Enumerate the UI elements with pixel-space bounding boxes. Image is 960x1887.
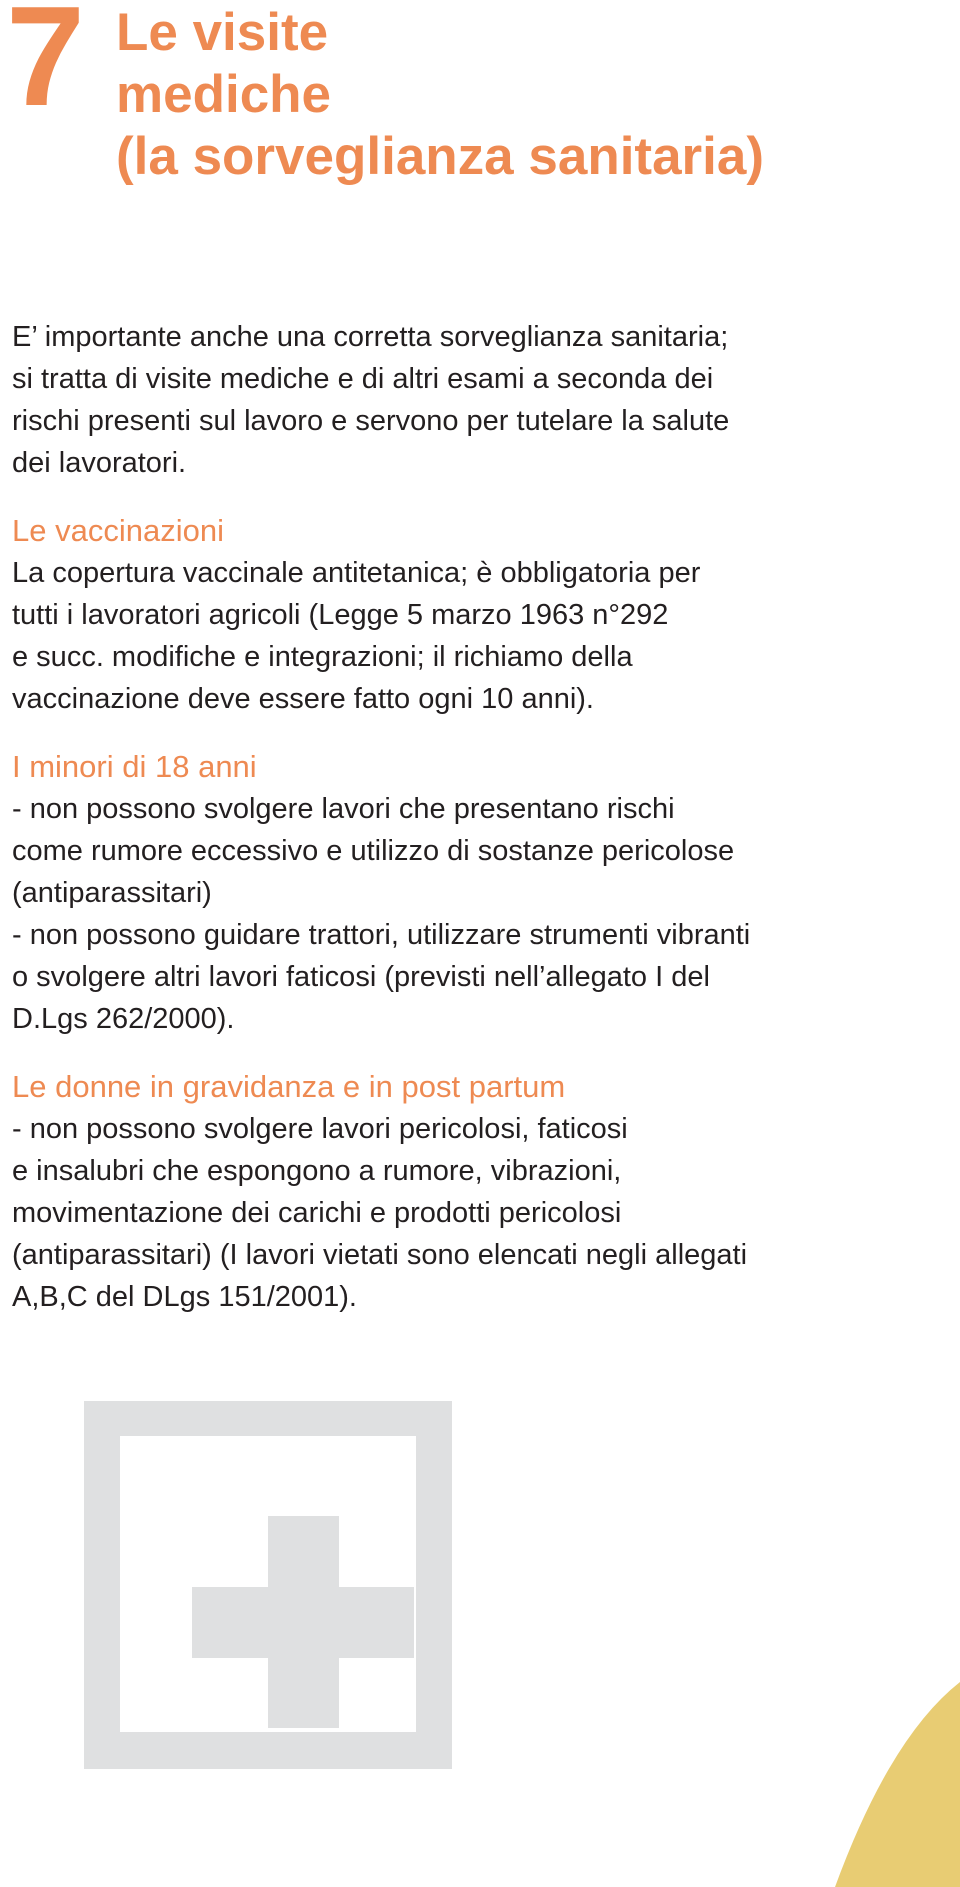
intro-line: dei lavoratori.: [12, 447, 187, 479]
chapter-title-line: (la sorveglianza sanitaria): [116, 127, 765, 186]
section-minori: [12, 746, 942, 1040]
section-line: - non possono guidare trattori, utilizzare strumenti vibranti: [12, 919, 751, 951]
section-line: A,B,C del DLgs 151/2001).: [12, 1281, 357, 1313]
section-line: e insalubri che espongono a rumore, vibrazioni,: [12, 1155, 622, 1187]
chapter-number: 7: [6, 0, 81, 136]
section-heading: Le donne in gravidanza e in post partum: [12, 1069, 566, 1104]
section-line: movimentazione dei carichi e prodotti pericolosi: [12, 1197, 622, 1229]
section-line: La copertura vaccinale antitetanica; è obbligatoria per: [12, 557, 701, 589]
section-line: (antiparassitari) (I lavori vietati sono elencati negli allegati: [12, 1239, 748, 1271]
intro-line: si tratta di visite mediche e di altri esami a seconda dei: [12, 363, 714, 395]
section-line: - non possono svolgere lavori pericolosi, faticosi: [12, 1113, 628, 1145]
cross-horizontal-bar: [192, 1587, 414, 1658]
section-paragraph: [12, 1108, 942, 1318]
section-heading: I minori di 18 anni: [12, 749, 257, 784]
intro-line: rischi presenti sul lavoro e servono per tutelare la salute: [12, 405, 730, 437]
section-line: vaccinazione deve essere fatto ogni 10 anni).: [12, 683, 594, 715]
intro-paragraph: [12, 316, 942, 484]
corner-decoration: [600, 1647, 960, 1887]
chapter-title: [116, 2, 764, 188]
section-paragraph: [12, 788, 942, 1040]
section-line: - non possono svolgere lavori che presentano rischi: [12, 793, 675, 825]
document-body: [12, 316, 942, 1318]
section-line: (antiparassitari): [12, 877, 212, 909]
section-line: come rumore eccessivo e utilizzo di sostanze pericolose: [12, 835, 735, 867]
medical-cross-icon: [84, 1401, 452, 1769]
section-heading: Le vaccinazioni: [12, 513, 224, 548]
chapter-title-line: Le visite: [116, 3, 329, 62]
cross-frame-inner: [120, 1436, 416, 1732]
section-paragraph: [12, 552, 942, 720]
chapter-title-line: mediche: [116, 65, 332, 124]
section-line: D.Lgs 262/2000).: [12, 1003, 235, 1035]
section-line: o svolgere altri lavori faticosi (previsti nell’allegato I del: [12, 961, 710, 993]
section-donne: [12, 1066, 942, 1318]
section-vaccinazioni: [12, 510, 942, 720]
section-line: tutti i lavoratori agricoli (Legge 5 marzo 1963 n°292: [12, 599, 669, 631]
corner-yellow-shape: [835, 1682, 960, 1887]
intro-line: E’ importante anche una corretta sorveglianza sanitaria;: [12, 321, 729, 353]
section-line: e succ. modifiche e integrazioni; il richiamo della: [12, 641, 633, 673]
